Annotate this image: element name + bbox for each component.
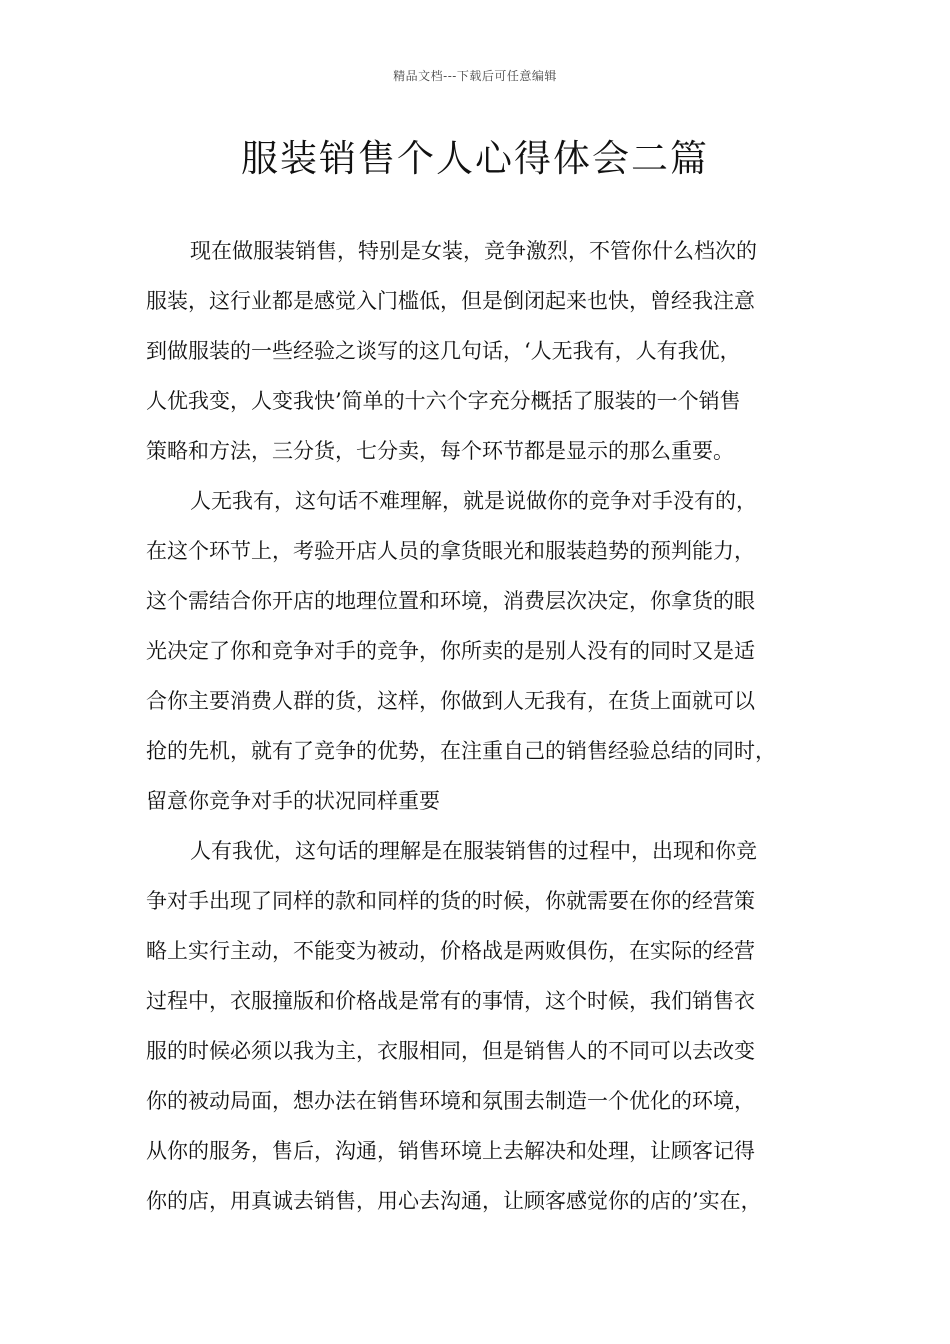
text-line: 在这个环节上，考验开店人员的拿货眼光和服装趋势的预判能力，: [146, 539, 755, 563]
text-line: 人优我变，人变我快’简单的十六个字充分概括了服装的一个销售: [146, 389, 741, 413]
text-line: 人有我优，这句话的理解是在服装销售的过程中，出现和你竞: [190, 839, 757, 863]
text-line: 现在做服装销售，特别是女装，竞争激烈，不管你什么档次的: [190, 239, 757, 263]
text-line: 人无我有，这句话不难理解，就是说做你的竞争对手没有的，: [190, 489, 757, 513]
text-line: 到做服装的一些经验之谈写的这几句话，‘人无我有，人有我优，: [146, 339, 741, 363]
text-line: 策略和方法，三分货，七分卖，每个环节都是显示的那么重要。: [146, 439, 734, 463]
text-line: 争对手出现了同样的款和同样的货的时候，你就需要在你的经营策: [146, 889, 755, 913]
document-title: 服装销售个人心得体会二篇: [241, 137, 709, 180]
text-line: 光决定了你和竞争对手的竞争，你所卖的是别人没有的同时又是适: [146, 639, 755, 663]
text-line: 抢的先机，就有了竞争的优势，在注重自己的销售经验总结的同时，: [146, 739, 776, 763]
paragraph: [146, 826, 826, 1226]
text-line: 过程中，衣服撞版和价格战是常有的事情，这个时候，我们销售衣: [146, 989, 755, 1013]
text-line: 你的被动局面，想办法在销售环境和氛围去制造一个优化的环境，: [146, 1089, 755, 1113]
paragraph: [146, 476, 826, 826]
paragraph: [146, 226, 826, 476]
text-line: 略上实行主动，不能变为被动，价格战是两败俱伤，在实际的经营: [146, 939, 755, 963]
text-line: 合你主要消费人群的货，这样，你做到人无我有，在货上面就可以: [146, 689, 755, 713]
text-line: 你的店，用真诚去销售，用心去沟通，让顾客感觉你的店的’实在，: [146, 1189, 762, 1213]
document-body: [146, 226, 826, 1226]
text-line: 这个需结合你开店的地理位置和环境，消费层次决定，你拿货的眼: [146, 589, 755, 613]
header-note: 精品文档---下载后可任意编辑: [393, 69, 557, 83]
text-line: 服的时候必须以我为主，衣服相同，但是销售人的不同可以去改变: [146, 1039, 755, 1063]
text-line: 从你的服务，售后，沟通，销售环境上去解决和处理，让顾客记得: [146, 1139, 755, 1163]
text-line: 服装，这行业都是感觉入门槛低，但是倒闭起来也快，曾经我注意: [146, 289, 755, 313]
text-line: 留意你竞争对手的状况同样重要: [146, 789, 440, 813]
